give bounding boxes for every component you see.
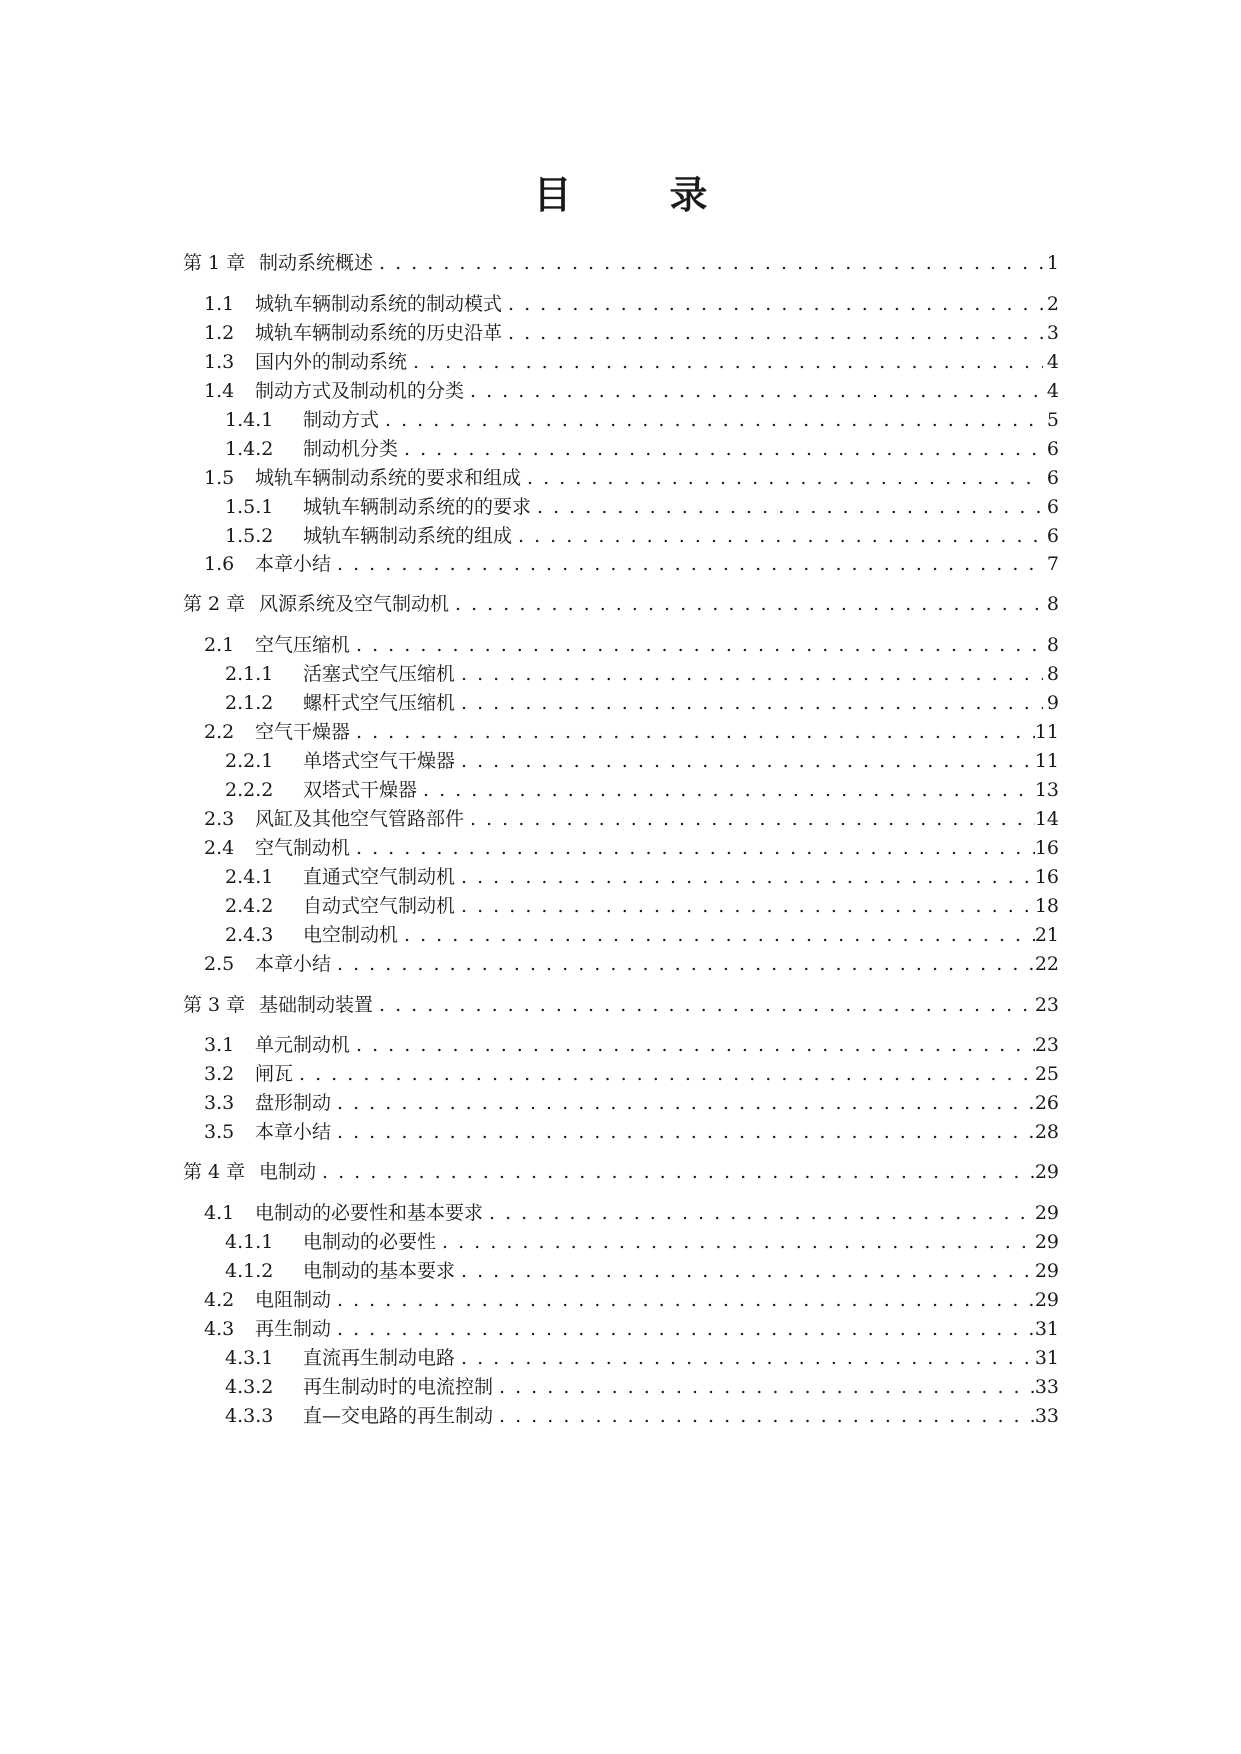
toc-dot-leader: [466, 380, 1043, 402]
toc-dot-leader: [495, 1405, 1035, 1427]
toc-page-number: 6: [1046, 438, 1059, 460]
toc-dot-leader: [457, 750, 1035, 772]
toc-dot-leader: [523, 467, 1043, 489]
toc-page-number: 9: [1046, 692, 1059, 714]
toc-section-3-2[interactable]: [204, 1055, 1059, 1085]
toc-entry-title: 城轨车辆制动系统的要求和组成: [255, 467, 522, 489]
toc-dot-leader: [485, 1202, 1035, 1224]
toc-section-1-4[interactable]: [204, 372, 1059, 402]
toc-subsection-1-5-2[interactable]: [225, 517, 1059, 547]
toc-subsection-4-3-1[interactable]: [225, 1339, 1059, 1369]
toc-subsection-2-1-2[interactable]: [225, 684, 1059, 714]
toc-subsection-2-2-1[interactable]: [225, 742, 1059, 772]
toc-entry-title: 直通式空气制动机: [303, 866, 456, 888]
toc-section-1-2[interactable]: [204, 314, 1059, 344]
toc-entry-title: 电制动: [259, 1161, 317, 1183]
toc-subsection-2-4-3[interactable]: [225, 916, 1059, 946]
toc-section-1-5[interactable]: [204, 459, 1059, 489]
toc-dot-leader: [333, 1318, 1035, 1340]
toc-section-4-3[interactable]: [204, 1310, 1059, 1340]
toc-entry-number: 3.2: [204, 1063, 235, 1085]
toc-entry-number: 2.5: [204, 953, 235, 975]
toc-dot-leader: [352, 1034, 1035, 1056]
toc-entry-number: 4.1.2: [225, 1260, 274, 1282]
toc-entry-title: 再生制动时的电流控制: [303, 1376, 494, 1398]
toc-entry-number: 1.6: [204, 553, 235, 575]
toc-entry-title: 制动机分类: [303, 438, 399, 460]
toc-dot-leader: [400, 438, 1043, 460]
toc-entry-number: 1.4: [204, 380, 235, 402]
toc-page-number: 6: [1046, 496, 1059, 518]
toc-entry-number: 3.1: [204, 1034, 235, 1056]
toc-dot-leader: [495, 1376, 1035, 1398]
toc-page-number: 6: [1046, 525, 1059, 547]
toc-entry-title: 城轨车辆制动系统的历史沿革: [255, 322, 503, 344]
toc-entry-number: 4.3.2: [225, 1376, 274, 1398]
toc-entry-title: 电阻制动: [255, 1289, 332, 1311]
toc-section-3-1[interactable]: [204, 1026, 1059, 1056]
toc-entry-title: 电制动的基本要求: [303, 1260, 456, 1282]
toc-entry-number: 4.3.3: [225, 1405, 274, 1427]
toc-entry-title: 电制动的必要性和基本要求: [255, 1202, 484, 1224]
toc-dot-leader: [409, 351, 1043, 373]
toc-entry-title: 国内外的制动系统: [255, 351, 408, 373]
toc-section-2-1[interactable]: [204, 626, 1059, 656]
toc-page-number: 4: [1046, 351, 1059, 373]
toc-entry-title: 基础制动装置: [259, 994, 374, 1016]
toc-entry-title: 单元制动机: [255, 1034, 351, 1056]
toc-entry-number: 1.4.1: [225, 409, 274, 431]
toc-dot-leader: [457, 692, 1043, 714]
toc-entry-title: 本章小结: [255, 553, 332, 575]
toc-entry-number: 4.1: [204, 1202, 235, 1224]
toc-entry-number: 第 1 章: [183, 252, 246, 274]
toc-page-number: 8: [1046, 593, 1059, 615]
toc-chapter-2[interactable]: [183, 585, 1059, 615]
toc-entry-number: 第 2 章: [183, 593, 246, 615]
toc-page-number: 28: [1034, 1121, 1059, 1143]
toc-entry-number: 1.2: [204, 322, 235, 344]
toc-page-number: 25: [1034, 1063, 1059, 1085]
toc-page-number: 29: [1034, 1231, 1059, 1253]
toc-subsection-4-1-1[interactable]: [225, 1223, 1059, 1253]
toc-dot-leader: [375, 994, 1035, 1016]
toc-entry-number: 2.4.3: [225, 924, 274, 946]
toc-page-number: 6: [1046, 467, 1059, 489]
toc-entry-number: 4.2: [204, 1289, 235, 1311]
toc-entry-title: 本章小结: [255, 1121, 332, 1143]
toc-entry-title: 制动方式: [303, 409, 380, 431]
toc-dot-leader: [295, 1063, 1035, 1085]
toc-section-2-3[interactable]: [204, 800, 1059, 830]
toc-page-number: 16: [1034, 866, 1059, 888]
toc-subsection-2-1-1[interactable]: [225, 655, 1059, 685]
toc-page-number: 4: [1046, 380, 1059, 402]
toc-entry-title: 制动系统概述: [259, 252, 374, 274]
toc-dot-leader: [375, 252, 1043, 274]
toc-entry-number: 1.5: [204, 467, 235, 489]
toc-page-number: 23: [1034, 994, 1059, 1016]
toc-section-2-4[interactable]: [204, 829, 1059, 859]
toc-subsection-2-4-2[interactable]: [225, 887, 1059, 917]
toc-subsection-4-3-3[interactable]: [225, 1397, 1059, 1427]
toc-entry-title: 城轨车辆制动系统的制动模式: [255, 293, 503, 315]
toc-section-2-2[interactable]: [204, 713, 1059, 743]
toc-page-number: 11: [1034, 750, 1059, 772]
toc-dot-leader: [381, 409, 1043, 431]
toc-entry-number: 4.3.1: [225, 1347, 274, 1369]
toc-dot-leader: [333, 1121, 1035, 1143]
toc-page-number: 21: [1034, 924, 1059, 946]
toc-entry-number: 1.5.2: [225, 525, 274, 547]
toc-subsection-1-4-2[interactable]: [225, 430, 1059, 460]
toc-dot-leader: [352, 721, 1035, 743]
toc-subsection-1-4-1[interactable]: [225, 401, 1059, 431]
toc-chapter-3[interactable]: [183, 986, 1059, 1016]
toc-dot-leader: [457, 663, 1043, 685]
toc-entry-title: 城轨车辆制动系统的的要求: [303, 496, 532, 518]
toc-page-number: 2: [1046, 293, 1059, 315]
toc-entry-number: 3.3: [204, 1092, 235, 1114]
toc-page-number: 22: [1034, 953, 1059, 975]
toc-dot-leader: [457, 1260, 1035, 1282]
toc-dot-leader: [466, 808, 1035, 830]
toc-section-1-6[interactable]: [204, 545, 1059, 575]
toc-page-number: 14: [1034, 808, 1059, 830]
toc-dot-leader: [504, 293, 1043, 315]
toc-page-number: 26: [1034, 1092, 1059, 1114]
toc-dot-leader: [333, 1092, 1035, 1114]
toc-dot-leader: [457, 1347, 1035, 1369]
toc-page-number: 11: [1034, 721, 1059, 743]
toc-page-number: 7: [1046, 553, 1059, 575]
toc-chapter-4[interactable]: [183, 1153, 1059, 1183]
toc-entry-number: 1.5.1: [225, 496, 274, 518]
toc-page-number: 33: [1034, 1405, 1059, 1427]
toc-section-3-3[interactable]: [204, 1084, 1059, 1114]
toc-page-number: 23: [1034, 1034, 1059, 1056]
toc-entry-number: 第 3 章: [183, 994, 246, 1016]
toc-page-number: 31: [1034, 1347, 1059, 1369]
toc-page-number: 31: [1034, 1318, 1059, 1340]
toc-dot-leader: [504, 322, 1043, 344]
toc-entry-title: 空气干燥器: [255, 721, 351, 743]
toc-entry-number: 4.3: [204, 1318, 235, 1340]
toc-entry-number: 2.1: [204, 634, 235, 656]
toc-subsection-2-4-1[interactable]: [225, 858, 1059, 888]
toc-section-4-1[interactable]: [204, 1194, 1059, 1224]
toc-page-number: 29: [1034, 1289, 1059, 1311]
toc-subsection-4-1-2[interactable]: [225, 1252, 1059, 1282]
toc-chapter-1[interactable]: [183, 244, 1059, 274]
toc-entry-number: 2.4.2: [225, 895, 274, 917]
toc-dot-leader: [352, 837, 1035, 859]
toc-dot-leader: [333, 1289, 1035, 1311]
toc-dot-leader: [352, 634, 1043, 656]
toc-entry-title: 电制动的必要性: [303, 1231, 437, 1253]
toc-dot-leader: [419, 779, 1035, 801]
toc-dot-leader: [318, 1161, 1035, 1183]
toc-section-2-5[interactable]: [204, 945, 1059, 975]
toc-entry-title: 电空制动机: [303, 924, 399, 946]
toc-page-number: 16: [1034, 837, 1059, 859]
toc-entry-title: 螺杆式空气压缩机: [303, 692, 456, 714]
toc-entry-title: 闸瓦: [255, 1063, 294, 1085]
toc-entry-number: 4.1.1: [225, 1231, 274, 1253]
toc-dot-leader: [533, 496, 1043, 518]
toc-dot-leader: [457, 895, 1035, 917]
toc-page-number: 33: [1034, 1376, 1059, 1398]
toc-entry-number: 2.1.1: [225, 663, 274, 685]
toc-entry-number: 2.3: [204, 808, 235, 830]
toc-dot-leader: [333, 553, 1043, 575]
toc-entry-number: 2.2: [204, 721, 235, 743]
toc-entry-number: 1.4.2: [225, 438, 274, 460]
toc-dot-leader: [514, 525, 1043, 547]
toc-dot-leader: [438, 1231, 1035, 1253]
toc-entry-title: 活塞式空气压缩机: [303, 663, 456, 685]
toc-entry-title: 盘形制动: [255, 1092, 332, 1114]
toc-entry-title: 直—交电路的再生制动: [303, 1405, 494, 1427]
toc-entry-title: 直流再生制动电路: [303, 1347, 456, 1369]
toc-subsection-2-2-2[interactable]: [225, 771, 1059, 801]
toc-page-number: 8: [1046, 634, 1059, 656]
toc-page-number: 5: [1046, 409, 1059, 431]
toc-dot-leader: [400, 924, 1035, 946]
toc-section-4-2[interactable]: [204, 1281, 1059, 1311]
toc-section-1-3[interactable]: [204, 343, 1059, 373]
toc-entry-title: 双塔式干燥器: [303, 779, 418, 801]
toc-entry-title: 空气压缩机: [255, 634, 351, 656]
toc-entry-number: 3.5: [204, 1121, 235, 1143]
toc-entry-title: 再生制动: [255, 1318, 332, 1340]
toc-page-number: 29: [1034, 1202, 1059, 1224]
toc-page-number: 18: [1034, 895, 1059, 917]
toc-section-3-5[interactable]: [204, 1113, 1059, 1143]
toc-section-1-1[interactable]: [204, 285, 1059, 315]
toc-entry-number: 2.4.1: [225, 866, 274, 888]
toc-page-number: 8: [1046, 663, 1059, 685]
toc-page-number: 1: [1046, 252, 1059, 274]
toc-entry-title: 单塔式空气干燥器: [303, 750, 456, 772]
toc-entry-number: 2.4: [204, 837, 235, 859]
toc-entry-title: 风缸及其他空气管路部件: [255, 808, 465, 830]
toc-page-number: 29: [1034, 1260, 1059, 1282]
page-title: 目 录: [533, 172, 738, 217]
toc-dot-leader: [457, 866, 1035, 888]
toc-dot-leader: [451, 593, 1043, 615]
toc-entry-number: 1.3: [204, 351, 235, 373]
toc-entry-title: 风源系统及空气制动机: [259, 593, 450, 615]
toc-entry-title: 空气制动机: [255, 837, 351, 859]
toc-entry-number: 第 4 章: [183, 1161, 246, 1183]
toc-page-number: 13: [1034, 779, 1059, 801]
toc-entry-title: 制动方式及制动机的分类: [255, 380, 465, 402]
toc-entry-number: 2.2.1: [225, 750, 274, 772]
toc-subsection-1-5-1[interactable]: [225, 488, 1059, 518]
toc-page-number: 3: [1046, 322, 1059, 344]
toc-entry-title: 本章小结: [255, 953, 332, 975]
toc-dot-leader: [333, 953, 1035, 975]
toc-entry-number: 1.1: [204, 293, 235, 315]
toc-entry-number: 2.2.2: [225, 779, 274, 801]
toc-subsection-4-3-2[interactable]: [225, 1368, 1059, 1398]
toc-entry-number: 2.1.2: [225, 692, 274, 714]
toc-page-number: 29: [1034, 1161, 1059, 1183]
toc-entry-title: 城轨车辆制动系统的组成: [303, 525, 513, 547]
toc-entry-title: 自动式空气制动机: [303, 895, 456, 917]
